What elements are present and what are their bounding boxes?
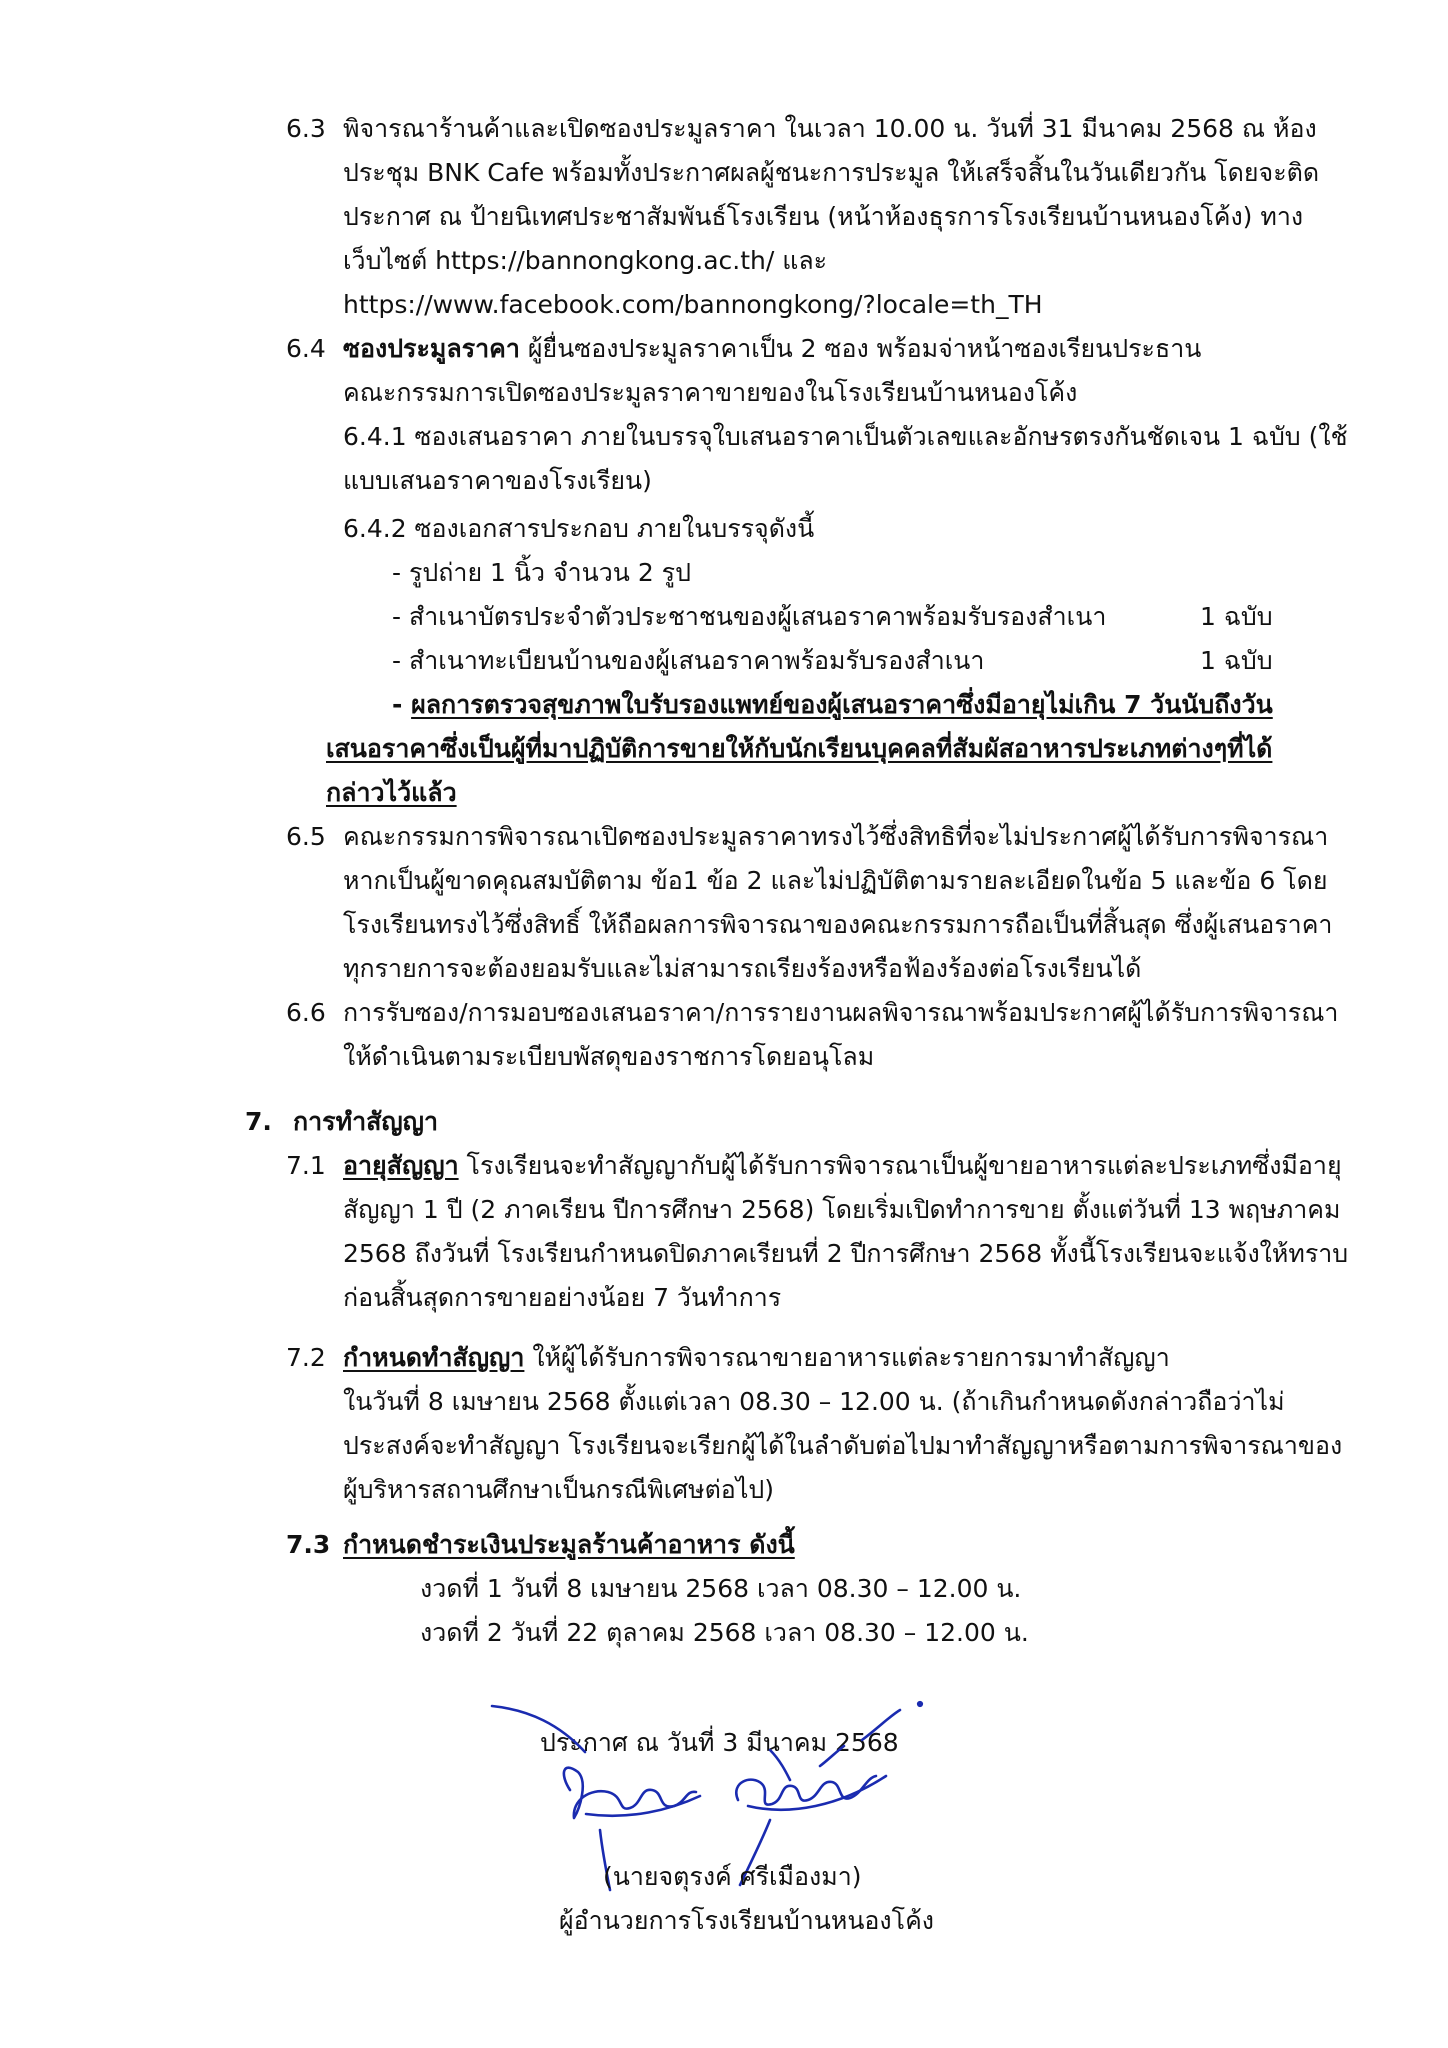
installment-line: งวดที่ 2 วันที่ 22 ตุลาคม 2568 เวลา 08.30 – 12.00 น. (420, 1618, 1029, 1647)
paragraph-line: ในวันที่ 8 เมษายน 2568 ตั้งแต่เวลา 08.30 – 12.00 น. (ถ้าเกินกำหนดดังกล่าวถือว่าไม่ (343, 1387, 1285, 1416)
paragraph-line: https://www.facebook.com/bannongkong/?locale=th_TH (343, 290, 1043, 319)
signer-position: ผู้อำนวยการโรงเรียนบ้านหนองโค้ง (559, 1906, 934, 1935)
paragraph-line: หากเป็นผู้ขาดคุณสมบัติตาม ข้อ1 ข้อ 2 และไม่ปฏิบัติตามรายละเอียดในข้อ 5 และข้อ 6 โดย (343, 866, 1328, 895)
list-dash: - (392, 690, 412, 719)
section-heading: กำหนดทำสัญญา (343, 1343, 525, 1372)
paragraph-line (343, 1336, 1170, 1380)
underlined-requirement: เสนอราคาซึ่งเป็นผู้ที่มาปฏิบัติการขายให้กับนักเรียนบุคคลที่สัมผัสอาหารประเภทต่างๆที่ได้ (326, 734, 1273, 763)
paragraph-line: 2568 ถึงวันที่ โรงเรียนกำหนดปิดภาคเรียนที่ 2 ปีการศึกษา 2568 ทั้งนี้โรงเรียนจะแจ้งให้ทราบ (343, 1239, 1349, 1268)
section-title: การทำสัญญา (293, 1107, 439, 1136)
paragraph-line: การรับซอง/การมอบซองเสนอราคา/การรายงานผลพิจารณาพร้อมประกาศผู้ได้รับการพิจารณา (343, 998, 1339, 1027)
paragraph-line: 6.4.2 ซองเอกสารประกอบ ภายในบรรจุดังนี้ (343, 514, 815, 543)
paragraph-line: สัญญา 1 ปี (2 ภาคเรียน ปีการศึกษา 2568) โดยเริ่มเปิดทำการขาย ตั้งแต่วันที่ 13 พฤษภาคม (343, 1195, 1341, 1224)
paragraph-line: ผู้บริหารสถานศึกษาเป็นกรณีพิเศษต่อไป) (343, 1475, 775, 1504)
paragraph-text: โรงเรียนจะทำสัญญากับผู้ได้รับการพิจารณาเป็นผู้ขายอาหารแต่ละประเภทซึ่งมีอายุ (458, 1151, 1342, 1180)
list-item: - รูปถ่าย 1 นิ้ว จำนวน 2 รูป (392, 558, 691, 587)
paragraph-line: คณะกรรมการเปิดซองประมูลราคาขายของในโรงเรียนบ้านหนองโค้ง (343, 378, 1078, 407)
underlined-requirement: กล่าวไว้แล้ว (326, 778, 457, 807)
paragraph-line: ให้ดำเนินตามระเบียบพัสดุของราชการโดยอนุโลม (343, 1042, 875, 1071)
section-number: 7. (245, 1107, 272, 1136)
paragraph-line: ประกาศ ณ ป้ายนิเทศประชาสัมพันธ์โรงเรียน (หน้าห้องธุรการโรงเรียนบ้านหนองโค้ง) ทาง (343, 202, 1304, 231)
paragraph-text: ให้ผู้ได้รับการพิจารณาขายอาหารแต่ละรายการมาทำสัญญา (524, 1343, 1170, 1372)
section-number: 6.3 (286, 114, 326, 143)
paragraph-line: ประชุม BNK Cafe พร้อมทั้งประกาศผลผู้ชนะการประมูล ให้เสร็จสิ้นในวันเดียวกัน โดยจะติด (343, 158, 1320, 187)
paragraph-line: คณะกรรมการพิจารณาเปิดซองประมูลราคาทรงไว้ซึ่งสิทธิที่จะไม่ประกาศผู้ได้รับการพิจารณา (343, 822, 1329, 851)
paragraph-line: ทุกรายการจะต้องยอมรับและไม่สามารถเรียงร้องหรือฟ้องร้องต่อโรงเรียนได้ (343, 954, 1142, 983)
paragraph-line: โรงเรียนทรงไว้ซึ่งสิทธิ์ ให้ถือผลการพิจารณาของคณะกรรมการถือเป็นที่สิ้นสุด ซึ่งผู้เสนอราคา (343, 910, 1333, 939)
paragraph-line: แบบเสนอราคาของโรงเรียน) (343, 466, 652, 495)
section-number: 7.3 (286, 1530, 331, 1559)
underlined-requirement: ผลการตรวจสุขภาพใบรับรองแพทย์ของผู้เสนอราคาซึ่งมีอายุไม่เกิน 7 วันนับถึงวัน (411, 690, 1273, 719)
paragraph-line: 6.4.1 ซองเสนอราคา ภายในบรรจุใบเสนอราคาเป็นตัวเลขและอักษรตรงกันชัดเจน 1 ฉบับ (ใช้ (343, 422, 1348, 451)
announce-date: ประกาศ ณ วันที่ 3 มีนาคม 2568 (540, 1728, 899, 1757)
section-heading: ซองประมูลราคา (343, 334, 520, 363)
list-item-qty: 1 ฉบับ (1200, 646, 1273, 675)
installment-line: งวดที่ 1 วันที่ 8 เมษายน 2568 เวลา 08.30 – 12.00 น. (420, 1574, 1022, 1603)
section-number: 7.1 (286, 1151, 326, 1180)
paragraph-text: ผู้ยื่นซองประมูลราคาเป็น 2 ซอง พร้อมจ่าหน้าซองเรียนประธาน (519, 334, 1202, 363)
list-item: - สำเนาบัตรประจำตัวประชาชนของผู้เสนอราคาพร้อมรับรองสำเนา (392, 602, 1107, 631)
paragraph-line (343, 1144, 1342, 1188)
paragraph-line: เว็บไซต์ https://bannongkong.ac.th/ และ (343, 246, 828, 275)
section-number: 6.5 (286, 822, 326, 851)
paragraph-line (343, 327, 1201, 371)
section-number: 7.2 (286, 1343, 326, 1372)
section-number: 6.4 (286, 334, 326, 363)
paragraph-line: ก่อนสิ้นสุดการขายอย่างน้อย 7 วันทำการ (343, 1283, 782, 1312)
list-item-qty: 1 ฉบับ (1200, 602, 1273, 631)
section-number: 6.6 (286, 998, 326, 1027)
section-heading: อายุสัญญา (343, 1151, 459, 1180)
paragraph-line: พิจารณาร้านค้าและเปิดซองประมูลราคา ในเวลา 10.00 น. วันที่ 31 มีนาคม 2568 ณ ห้อง (343, 114, 1317, 143)
list-item (392, 683, 1273, 727)
signer-name: (นายจตุรงค์ ศรีเมืองมา) (603, 1862, 862, 1891)
section-heading: กำหนดชำระเงินประมูลร้านค้าอาหาร ดังนี้ (343, 1530, 795, 1559)
list-item: - สำเนาทะเบียนบ้านของผู้เสนอราคาพร้อมรับรองสำเนา (392, 646, 985, 675)
paragraph-line: ประสงค์จะทำสัญญา โรงเรียนจะเรียกผู้ได้ในลำดับต่อไปมาทำสัญญาหรือตามการพิจารณาของ (343, 1431, 1343, 1460)
